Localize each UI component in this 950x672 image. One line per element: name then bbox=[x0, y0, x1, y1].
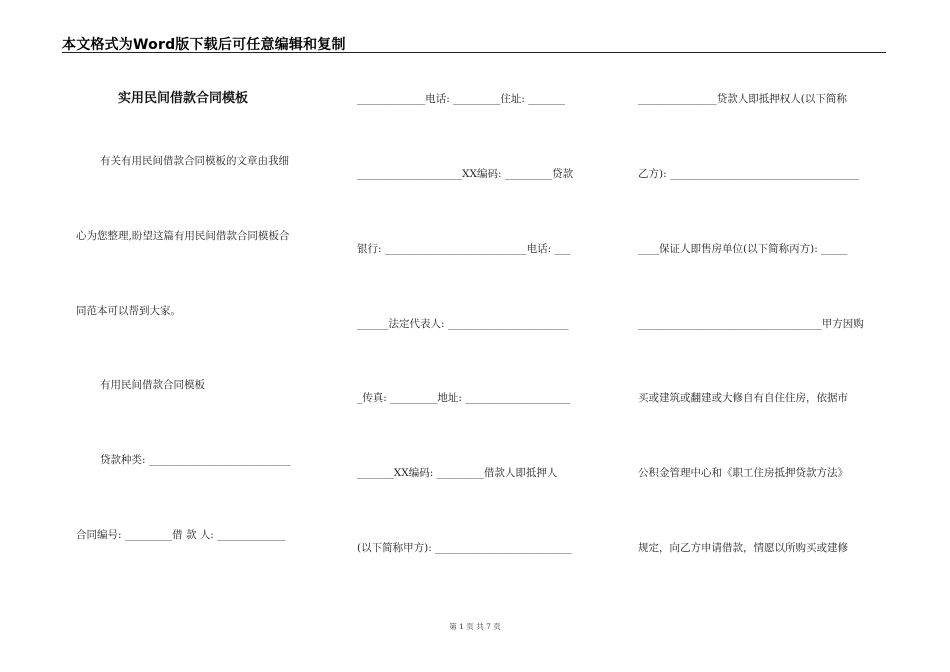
form-field-line: _传真: _________地址: ____________________ bbox=[357, 392, 571, 404]
section-heading: 有用民间借款合同模板 bbox=[100, 379, 205, 391]
paragraph-line: 公积金管理中心和《职工住房抵押贷款方法》 bbox=[638, 467, 848, 479]
header-divider bbox=[62, 52, 886, 53]
document-header-banner: 本文格式为Word版下载后可任意编辑和复制 bbox=[62, 37, 346, 53]
form-field-loan-type: 贷款种类: ___________________________ bbox=[100, 454, 291, 466]
form-field-line: _______________贷款人即抵押权人(以下简称 bbox=[638, 93, 847, 105]
form-field-line: 乙方): ____________________________________ bbox=[638, 168, 859, 180]
page-indicator: 第 1 页 共 7 页 bbox=[449, 622, 501, 631]
paragraph-line: 有关有用民间借款合同模板的文章由我细 bbox=[100, 155, 289, 167]
form-field-line: ___________________________________甲方因购 bbox=[638, 318, 864, 330]
form-field-line: _______XX编码: _________借款人即抵押人 bbox=[357, 467, 558, 479]
form-field-line: ____________________XX编码: _________贷款 bbox=[357, 168, 574, 180]
form-field-line: ______法定代表人: _______________________ bbox=[357, 318, 569, 330]
form-field-line: 银行: ___________________________电话: ___ bbox=[357, 243, 571, 255]
form-field-line: (以下简称甲方): __________________________ bbox=[357, 542, 572, 554]
form-field-line: ____保证人即售房单位(以下简称丙方): _____ bbox=[638, 243, 848, 255]
document-title: 实用民间借款合同模板 bbox=[118, 91, 249, 106]
paragraph-line: 同范本可以帮到大家。 bbox=[76, 305, 181, 317]
form-field-line: _____________电话: _________住址: _______ bbox=[357, 93, 566, 105]
form-field-contract-number: 合同编号: _________借 款 人: _____________ bbox=[76, 529, 286, 541]
paragraph-line: 规定，向乙方申请借款，情愿以所购买或建修 bbox=[638, 542, 848, 554]
paragraph-line: 心为您整理,盼望这篇有用民间借款合同模板合 bbox=[76, 230, 290, 242]
paragraph-line: 买或建筑或翻建或大修自有自住住房，依据市 bbox=[638, 392, 848, 404]
